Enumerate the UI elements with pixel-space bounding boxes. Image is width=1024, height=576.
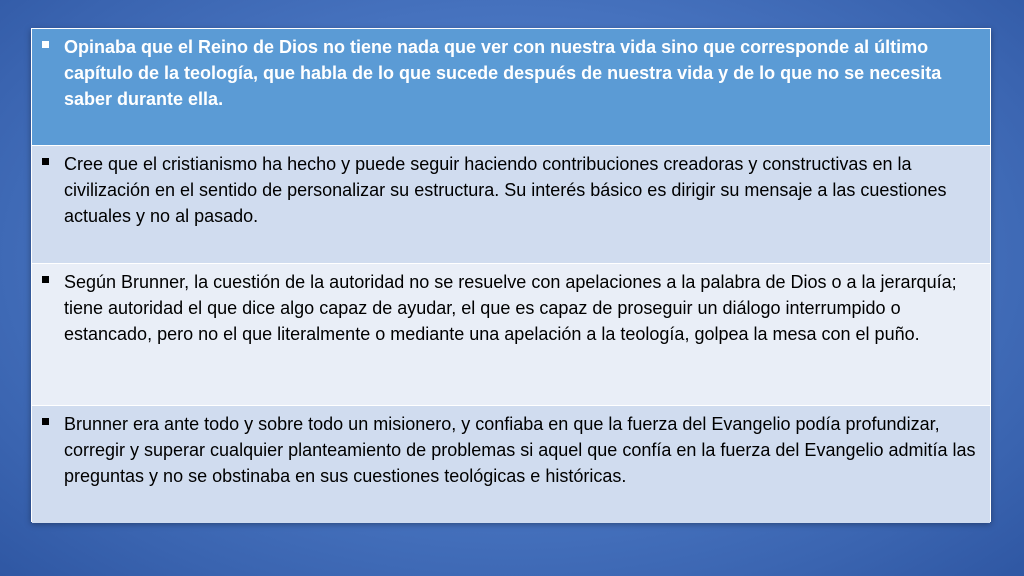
table-row (32, 264, 990, 406)
square-bullet-icon (42, 41, 49, 48)
content-table (31, 28, 991, 522)
row-text: Según Brunner, la cuestión de la autoridad no se resuelve con apelaciones a la palabra de Dios o a la jerarquía; tiene autoridad el que dice algo capaz de ayudar, el que es capaz de proseguir un diálogo interrumpido o estancado, pero no el que literalmente o mediante una apelación a la teología, golpea la mesa con el puño. (64, 272, 957, 344)
square-bullet-icon (42, 158, 49, 165)
square-bullet-icon (42, 418, 49, 425)
table-row (32, 146, 990, 264)
row-text: Cree que el cristianismo ha hecho y puede seguir haciendo contribuciones creadoras y constructivas en la civilización en el sentido de personalizar su estructura. Su interés básico es dirigir su mensaje a las cuestiones actuales y no al pasado. (64, 154, 947, 226)
row-text: Brunner era ante todo y sobre todo un misionero, y confiaba en que la fuerza del Evangelio podía profundizar, corregir y superar cualquier planteamiento de problemas si aquel que confía en la fuerza del Evangelio admitía las preguntas y no se obstinaba en sus cuestiones teológicas e históricas. (64, 414, 976, 486)
table-row (32, 29, 990, 146)
row-text: Opinaba que el Reino de Dios no tiene nada que ver con nuestra vida sino que corresponde al último capítulo de la teología, que habla de lo que sucede después de nuestra vida y de lo que no se necesita saber durante ella. (64, 37, 942, 109)
square-bullet-icon (42, 276, 49, 283)
table-row (32, 406, 990, 523)
